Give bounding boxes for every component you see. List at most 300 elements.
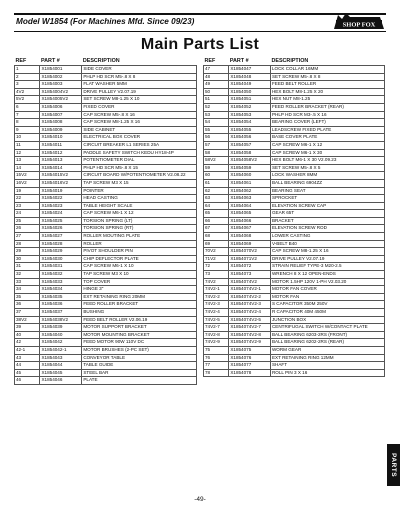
ref-cell: 56 — [204, 134, 229, 142]
ref-cell: 42-1 — [15, 346, 40, 354]
parts-table-right — [203, 57, 385, 377]
ref-cell: 73 — [204, 271, 229, 279]
table-row — [15, 225, 197, 233]
description-cell: DRIVE PULLEY V2.07.19 — [82, 88, 197, 96]
description-cell: DRIVE PULLEY V2.07.19 — [270, 255, 384, 263]
part-number-cell: X1854032 — [40, 271, 82, 279]
part-number-cell: X1854042-1 — [40, 346, 82, 354]
description-cell: GEAR 65T — [270, 210, 384, 218]
ref-cell: 23 — [15, 202, 40, 210]
table-row — [15, 316, 197, 324]
ref-cell: 54 — [204, 119, 229, 127]
table-row — [15, 66, 197, 74]
description-cell: PHLP HD SCR M5-.8 X 15 — [82, 164, 197, 172]
table-row — [15, 377, 197, 385]
ref-cell: 74V2-3 — [204, 301, 229, 309]
page-number: -49- — [194, 496, 206, 503]
description-cell: SHAFT — [270, 362, 384, 370]
description-cell: FEED BELT ROLLER — [270, 81, 384, 89]
col-ref-header: REF — [15, 58, 27, 64]
ref-cell: 1 — [15, 66, 40, 74]
part-number-cell: X1854051 — [229, 96, 271, 104]
part-number-cell: X1854025 — [40, 217, 82, 225]
description-cell: ROLL PIN 3 X 16 — [270, 369, 384, 377]
ref-cell: 46 — [15, 377, 40, 385]
part-number-cell: X1854064 — [229, 202, 271, 210]
ref-cell: 65 — [204, 210, 229, 218]
part-number-cell: X1854052 — [229, 103, 271, 111]
ref-cell: 61 — [204, 179, 229, 187]
col-part-header: PART # — [229, 58, 249, 64]
table-row — [204, 362, 385, 370]
description-cell: SET SCREW M5-.8 X 8 — [270, 73, 384, 81]
ref-cell: 66 — [204, 217, 229, 225]
part-number-cell: X1854039 — [40, 324, 82, 332]
ref-cell: 75 — [204, 346, 229, 354]
table-row — [204, 164, 385, 172]
part-number-cell: X1854011 — [40, 141, 82, 149]
part-number-cell: X1854065 — [229, 210, 271, 218]
ref-cell: 31 — [15, 263, 40, 271]
ref-cell: 67 — [204, 225, 229, 233]
ref-cell: 62 — [204, 187, 229, 195]
table-row — [204, 126, 385, 134]
part-number-cell: X1854003 — [40, 81, 82, 89]
description-cell: MOTOR FAN COVER — [270, 286, 384, 294]
table-row — [15, 217, 197, 225]
table-row — [204, 187, 385, 195]
page-title: Main Parts List — [140, 36, 260, 53]
description-cell: EXT RETAINING RING 20MM — [82, 293, 197, 301]
description-cell: STRAIN RELIEF TYPE-3 M20-2.5 — [270, 263, 384, 271]
part-number-cell: X1854015V2 — [40, 172, 82, 180]
description-cell: CONVEYOR TABLE — [82, 354, 197, 362]
part-number-cell: X1854046 — [40, 377, 82, 385]
part-number-cell: X1854019 — [40, 187, 82, 195]
ref-cell: 36 — [15, 301, 40, 309]
part-number-cell: X1854074V2-5 — [229, 316, 271, 324]
table-row — [204, 339, 385, 347]
ref-cell: 27 — [15, 233, 40, 241]
ref-cell: 9 — [15, 126, 40, 134]
part-number-cell: X1854077 — [229, 362, 271, 370]
ref-cell: 32 — [15, 271, 40, 279]
table-row — [204, 134, 385, 142]
ref-cell: 35 — [15, 293, 40, 301]
description-cell: POINTER — [82, 187, 197, 195]
ref-cell: 5V2 — [15, 96, 40, 104]
part-number-cell: X1854008 — [40, 119, 82, 127]
part-number-cell: X1854066 — [229, 217, 271, 225]
part-number-cell: X1854072 — [229, 263, 271, 271]
description-cell: MOTOR FAN — [270, 293, 384, 301]
table-row — [204, 103, 385, 111]
description-cell: SIDE COVER — [82, 66, 197, 74]
table-row — [204, 301, 385, 309]
part-number-cell: X1854068 — [229, 233, 271, 241]
table-row — [15, 172, 197, 180]
ref-cell: 15V2 — [15, 172, 40, 180]
table-row — [15, 271, 197, 279]
ref-cell: 10 — [15, 134, 40, 142]
part-number-cell: X1854070V2 — [229, 248, 271, 256]
description-cell: V-BELT B40 — [270, 240, 384, 248]
description-cell: CHIP DEFLECTOR PLATE — [82, 255, 197, 263]
ref-cell: 51 — [204, 96, 229, 104]
ref-cell: 6 — [15, 103, 40, 111]
part-number-cell: X1854034 — [40, 286, 82, 294]
parts-table-right-body — [204, 66, 385, 377]
description-cell: PLATE — [82, 377, 197, 385]
description-cell: TABLE GUIDE — [82, 362, 197, 370]
description-cell: SET SCREW M8-1.25 X 10 — [82, 96, 197, 104]
description-cell: BALL BEARING 6203-2RS (FRONT) — [270, 331, 384, 339]
description-cell: HEAD CASTING — [82, 195, 197, 203]
description-cell: SIDE CABINET — [82, 126, 197, 134]
ref-cell: 37 — [15, 309, 40, 317]
description-cell: R CAPACITOR 40M 450M — [270, 309, 384, 317]
part-number-cell: X1854074V2-8 — [229, 331, 271, 339]
table-row — [204, 225, 385, 233]
description-cell: BALL BEARING 6202-2RS (REAR) — [270, 339, 384, 347]
part-number-cell: X1854028 — [40, 240, 82, 248]
ref-cell: 58V2 — [204, 157, 229, 165]
ref-cell: 52 — [204, 103, 229, 111]
table-header — [15, 57, 197, 66]
description-cell: FIXED COVER — [82, 103, 197, 111]
description-cell: PADDLE SAFETY SWITCH KEDU HY18-4P — [82, 149, 197, 157]
part-number-cell: X1854012 — [40, 149, 82, 157]
table-row — [15, 187, 197, 195]
part-number-cell: X1854013 — [40, 157, 82, 165]
description-cell: MOTOR SUPPORT BRACKET — [82, 324, 197, 332]
part-number-cell: X1854071V2 — [229, 255, 271, 263]
description-cell: BEARING SEAT — [270, 187, 384, 195]
ref-cell: 8 — [15, 119, 40, 127]
part-number-cell: X1854074V2-1 — [229, 286, 271, 294]
description-cell: FLAT WASHER 5MM — [82, 81, 197, 89]
table-row — [15, 134, 197, 142]
col-desc-header: DESCRIPTION — [82, 58, 120, 64]
ref-cell: 71V2 — [204, 255, 229, 263]
description-cell: PHLP HD SCR M5-.8 X 8 — [82, 73, 197, 81]
description-cell: MOTOR BRUSHES (2-PC SET) — [82, 346, 197, 354]
ref-cell: 74V2 — [204, 278, 229, 286]
part-number-cell: X1854062 — [229, 187, 271, 195]
description-cell: CENTRIFUGAL SWITCH W/CONTACT PLATE — [270, 324, 384, 332]
ref-cell: 78 — [204, 369, 229, 377]
part-number-cell: X1854074V2 — [229, 278, 271, 286]
part-number-cell: X1854045 — [40, 369, 82, 377]
table-row — [15, 324, 197, 332]
part-number-cell: X1854002 — [40, 73, 82, 81]
description-cell: BEARING COVER (LEFT) — [270, 119, 384, 127]
ref-cell: 63 — [204, 195, 229, 203]
part-number-cell: X1854001 — [40, 66, 82, 74]
ref-cell: 60 — [204, 172, 229, 180]
table-row — [15, 301, 197, 309]
description-cell: ROLLER — [82, 240, 197, 248]
part-number-cell: X1854054 — [229, 119, 271, 127]
part-number-cell: X1854043 — [40, 354, 82, 362]
part-number-cell: X1854047 — [229, 66, 271, 74]
ref-cell: 47 — [204, 66, 229, 74]
part-number-cell: X1854024 — [40, 210, 82, 218]
ref-cell: 68 — [204, 233, 229, 241]
part-number-cell: X1854069 — [229, 240, 271, 248]
description-cell: FEED ROLLER BRACKET (REAR) — [270, 103, 384, 111]
description-cell: BALL BEARING 6904ZZ — [270, 179, 384, 187]
ref-cell: 2 — [15, 73, 40, 81]
ref-cell: 70V2 — [204, 248, 229, 256]
ref-cell: 49 — [204, 81, 229, 89]
part-number-cell: X1854073 — [229, 271, 271, 279]
part-number-cell: X1854030 — [40, 255, 82, 263]
table-row — [15, 369, 197, 377]
part-number-cell: X1854007 — [40, 111, 82, 119]
part-number-cell: X1854074V2-2 — [229, 293, 271, 301]
table-row — [204, 111, 385, 119]
ref-cell: 55 — [204, 126, 229, 134]
table-row — [204, 331, 385, 339]
ref-cell: 76 — [204, 354, 229, 362]
part-number-cell: X1854006 — [40, 103, 82, 111]
ref-cell: 33 — [15, 278, 40, 286]
part-number-cell: X1854033 — [40, 278, 82, 286]
ref-cell: 29 — [15, 248, 40, 256]
table-row — [15, 210, 197, 218]
table-row — [15, 202, 197, 210]
table-row — [15, 179, 197, 187]
ref-cell: 43 — [15, 354, 40, 362]
ref-cell: 74V2-8 — [204, 331, 229, 339]
part-number-cell: X1854005V2 — [40, 96, 82, 104]
description-cell: FEED BELT ROLLER V2.06.19 — [82, 316, 197, 324]
description-cell: TAP SCREW M3 X 10 — [82, 271, 197, 279]
part-number-cell: X1854063 — [229, 195, 271, 203]
part-number-cell: X1854010 — [40, 134, 82, 142]
description-cell: CAP SCREW M6-1 X 12 — [270, 141, 384, 149]
table-row — [15, 263, 197, 271]
part-number-cell: X1854016V2 — [40, 179, 82, 187]
description-cell: ELECTRICAL BOX COVER — [82, 134, 197, 142]
shop-fox-logo — [332, 11, 386, 31]
table-row — [15, 195, 197, 203]
ref-cell: 25 — [15, 217, 40, 225]
col-ref-header: REF — [204, 58, 216, 64]
table-row — [204, 369, 385, 377]
part-number-cell: X1854059 — [229, 164, 271, 172]
table-row — [204, 240, 385, 248]
table-row — [204, 172, 385, 180]
parts-table-left-body — [15, 66, 197, 385]
table-row — [15, 233, 197, 241]
description-cell: CAP SCREW M8-1.25 X 16 — [82, 119, 197, 127]
part-number-cell: X1854040 — [40, 331, 82, 339]
description-cell: BRACKET — [270, 217, 384, 225]
table-row — [15, 73, 197, 81]
table-row — [15, 164, 197, 172]
part-number-cell: X1854031 — [40, 263, 82, 271]
description-cell: CIRCUIT BREAKER L1 SERIES 25A — [82, 141, 197, 149]
description-cell: HEX NUT M8-1.25 — [270, 96, 384, 104]
part-number-cell: X1854074V2-4 — [229, 309, 271, 317]
table-row — [15, 354, 197, 362]
table-row — [15, 346, 197, 354]
description-cell: BUSHING — [82, 309, 197, 317]
description-cell: POTENTIOMETER DIAL — [82, 157, 197, 165]
part-number-cell: X1854038V2 — [40, 316, 82, 324]
ref-cell: 72 — [204, 263, 229, 271]
table-header — [204, 57, 385, 66]
part-number-cell: X1854048 — [229, 73, 271, 81]
description-cell: ROLLER MOUTING PLATE — [82, 233, 197, 241]
description-cell: FEED ROLLER BRACKET — [82, 301, 197, 309]
table-row — [204, 324, 385, 332]
part-number-cell: X1854060 — [229, 172, 271, 180]
description-cell: TABLE HEIGHT SCALE — [82, 202, 197, 210]
part-number-cell: X1854004V2 — [40, 88, 82, 96]
table-row — [204, 278, 385, 286]
description-cell: LEADSCREW FIXED PLATE — [270, 126, 384, 134]
ref-cell: 14 — [15, 164, 40, 172]
description-cell: TORSION SPRING (LT) — [82, 217, 197, 225]
description-cell: S CAPACITOR 350M 250V — [270, 301, 384, 309]
part-number-cell: X1854023 — [40, 202, 82, 210]
parts-section-tab: PARTS — [387, 444, 400, 486]
description-cell: CAP SCREW M6-1 X 12 — [82, 210, 197, 218]
table-row — [204, 271, 385, 279]
table-row — [204, 179, 385, 187]
table-row — [204, 293, 385, 301]
ref-cell: 19 — [15, 187, 40, 195]
table-row — [204, 309, 385, 317]
table-row — [204, 195, 385, 203]
description-cell: CAP SCREW M6-1 X 10 — [82, 263, 197, 271]
table-row — [204, 73, 385, 81]
description-cell: JUNCTION BOX — [270, 316, 384, 324]
part-number-cell: X1854057 — [229, 141, 271, 149]
description-cell: PHLP HD SCR M3-.5 X 16 — [270, 111, 384, 119]
description-cell: CAP SCREW M6-1 X 30 — [270, 149, 384, 157]
ref-cell: 57 — [204, 141, 229, 149]
description-cell: LOCK WASHER 8MM — [270, 172, 384, 180]
part-number-cell: X1854027 — [40, 233, 82, 241]
ref-cell: 74V2-2 — [204, 293, 229, 301]
table-row — [204, 141, 385, 149]
part-number-cell: X1854044 — [40, 362, 82, 370]
description-cell: BASE COVER PLATE — [270, 134, 384, 142]
part-number-cell: X1854074V2-7 — [229, 324, 271, 332]
table-row — [15, 278, 197, 286]
ref-cell: 74V2-5 — [204, 316, 229, 324]
table-row — [204, 157, 385, 165]
table-row — [204, 119, 385, 127]
description-cell: EXT RETAINING RING 12MM — [270, 354, 384, 362]
ref-cell: 74V2-1 — [204, 286, 229, 294]
part-number-cell: X1854056 — [229, 134, 271, 142]
table-row — [204, 316, 385, 324]
table-row — [204, 263, 385, 271]
part-number-cell: X1854014 — [40, 164, 82, 172]
ref-cell: 40 — [15, 331, 40, 339]
part-number-cell: X1854049 — [229, 81, 271, 89]
table-row — [15, 339, 197, 347]
table-row — [204, 217, 385, 225]
description-cell: HEX BOLT M8-1.25 X 20 — [270, 88, 384, 96]
ref-cell: 28 — [15, 240, 40, 248]
table-row — [15, 255, 197, 263]
ref-cell: 24 — [15, 210, 40, 218]
part-number-cell: X1854022 — [40, 195, 82, 203]
table-row — [204, 66, 385, 74]
ref-cell: 26 — [15, 225, 40, 233]
description-cell: MOTOR 1.5HP 120V 1-PH V2.03.20 — [270, 278, 384, 286]
ref-cell: 3 — [15, 81, 40, 89]
col-desc-header: DESCRIPTION — [271, 58, 309, 64]
description-cell: TOP COVER — [82, 278, 197, 286]
part-number-cell: X1854035 — [40, 293, 82, 301]
part-number-cell: X1854074V2-3 — [229, 301, 271, 309]
part-number-cell: X1854009 — [40, 126, 82, 134]
table-row — [15, 88, 197, 96]
table-row — [204, 286, 385, 294]
ref-cell: 44 — [15, 362, 40, 370]
ref-cell: 34 — [15, 286, 40, 294]
ref-cell: 77 — [204, 362, 229, 370]
description-cell: MOTOR MOUNTING BRACKET — [82, 331, 197, 339]
table-row — [204, 149, 385, 157]
logo-text: SHOP FOX — [342, 21, 376, 29]
table-row — [204, 255, 385, 263]
table-row — [15, 81, 197, 89]
description-cell: CAP SCREW M8-1.25 X 16 — [270, 248, 384, 256]
description-cell: FEED MOTOR 90W 110V DC — [82, 339, 197, 347]
table-row — [15, 103, 197, 111]
part-number-cell: X1854075 — [229, 346, 271, 354]
ref-cell: 11 — [15, 141, 40, 149]
description-cell: TORSION SPRING (RT) — [82, 225, 197, 233]
ref-cell: 48 — [204, 73, 229, 81]
ref-cell: 13 — [15, 157, 40, 165]
col-part-header: PART # — [40, 58, 60, 64]
ref-cell: 74V2-9 — [204, 339, 229, 347]
ref-cell: 4V2 — [15, 88, 40, 96]
ref-cell: 74V2-7 — [204, 324, 229, 332]
ref-cell: 50 — [204, 88, 229, 96]
table-row — [15, 248, 197, 256]
table-row — [15, 111, 197, 119]
ref-cell: 38V2 — [15, 316, 40, 324]
part-number-cell: X1854074V2-9 — [229, 339, 271, 347]
description-cell: LOWER CASTING — [270, 233, 384, 241]
description-cell: WORM GEAR — [270, 346, 384, 354]
table-row — [15, 96, 197, 104]
part-number-cell: X1854078 — [229, 369, 271, 377]
table-row — [15, 331, 197, 339]
parts-table-left — [14, 57, 197, 385]
part-number-cell: X1854058V2 — [229, 157, 271, 165]
ref-cell: 58 — [204, 149, 229, 157]
description-cell: TAP SCREW M3 X 15 — [82, 179, 197, 187]
table-row — [204, 248, 385, 256]
part-number-cell: X1854029 — [40, 248, 82, 256]
ref-cell: 22 — [15, 195, 40, 203]
table-row — [15, 240, 197, 248]
part-number-cell: X1854061 — [229, 179, 271, 187]
ref-cell: 74V2-4 — [204, 309, 229, 317]
description-cell: HINGE 3" — [82, 286, 197, 294]
